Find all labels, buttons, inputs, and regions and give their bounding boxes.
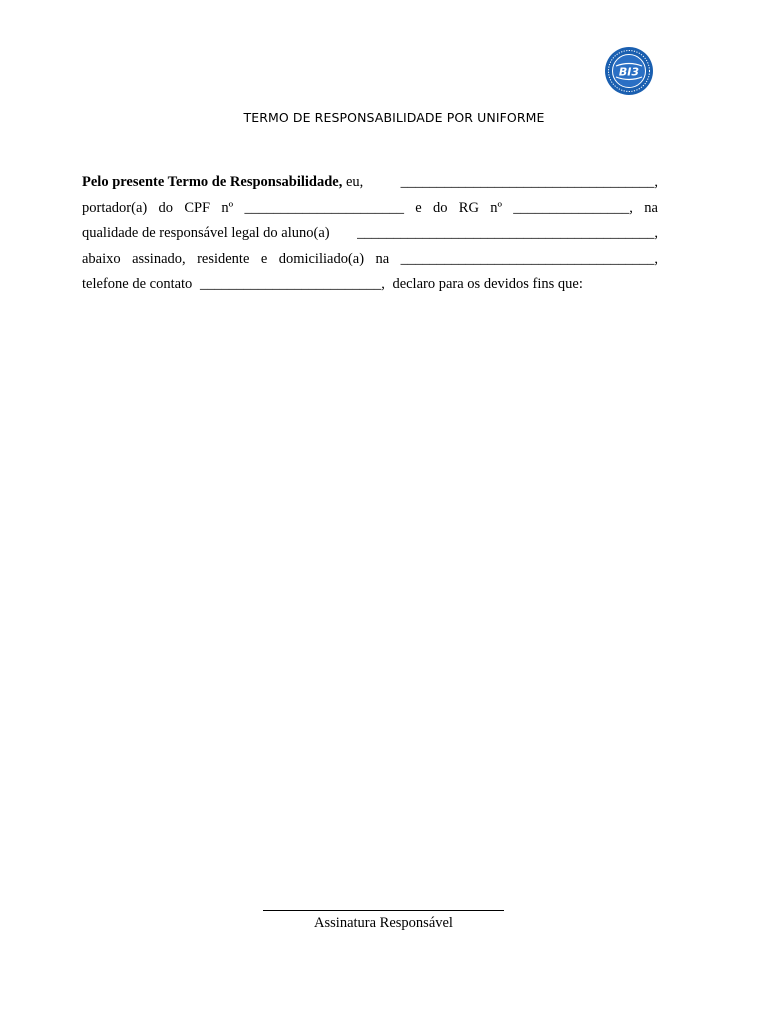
word: assinado, [132,250,186,267]
word: RG [458,199,479,216]
line-text: qualidade de responsável legal do aluno(a) [82,225,330,242]
word: portador(a) [82,199,148,216]
document-title: TERMO DE RESPONSABILIDADE POR UNIFORME [243,110,545,125]
word: na [644,199,658,216]
word: abaixo [82,250,121,267]
word: na [375,250,390,267]
declaration-paragraph [82,170,658,298]
line-text: telefone de contato [82,276,193,293]
logo-text: BI3 [618,65,640,79]
word: residente [197,250,250,267]
word: do [158,199,174,216]
name-blank: ___________________________________, [400,174,658,190]
student-blank: _________________________________________, [357,225,658,242]
address-blank: ___________________________________, [400,250,658,267]
line-text: declaro para os devidos fins que: [392,276,583,293]
word: CPF [184,199,211,216]
paragraph-line-4 [82,247,658,273]
school-logo [604,46,654,96]
word: domiciliado(a) [278,250,365,267]
word: e [260,250,268,267]
word: do [433,199,448,216]
paragraph-line-3 [82,221,658,247]
paragraph-line-5 [82,272,658,298]
paragraph-line-1 [82,170,658,196]
paragraph-line-2 [82,196,658,222]
word: e [415,199,422,216]
signature-label: Assinatura Responsável [314,915,453,931]
lead-bold-text: Pelo presente Termo de Responsabilidade, [82,174,343,190]
word: eu, [345,174,364,190]
cpf-blank: ______________________ [244,199,404,216]
rg-blank: ________________, [513,199,633,216]
phone-blank: _________________________, [199,276,385,293]
word: nº [490,199,502,216]
word: nº [221,199,234,216]
signature-line [263,910,504,911]
